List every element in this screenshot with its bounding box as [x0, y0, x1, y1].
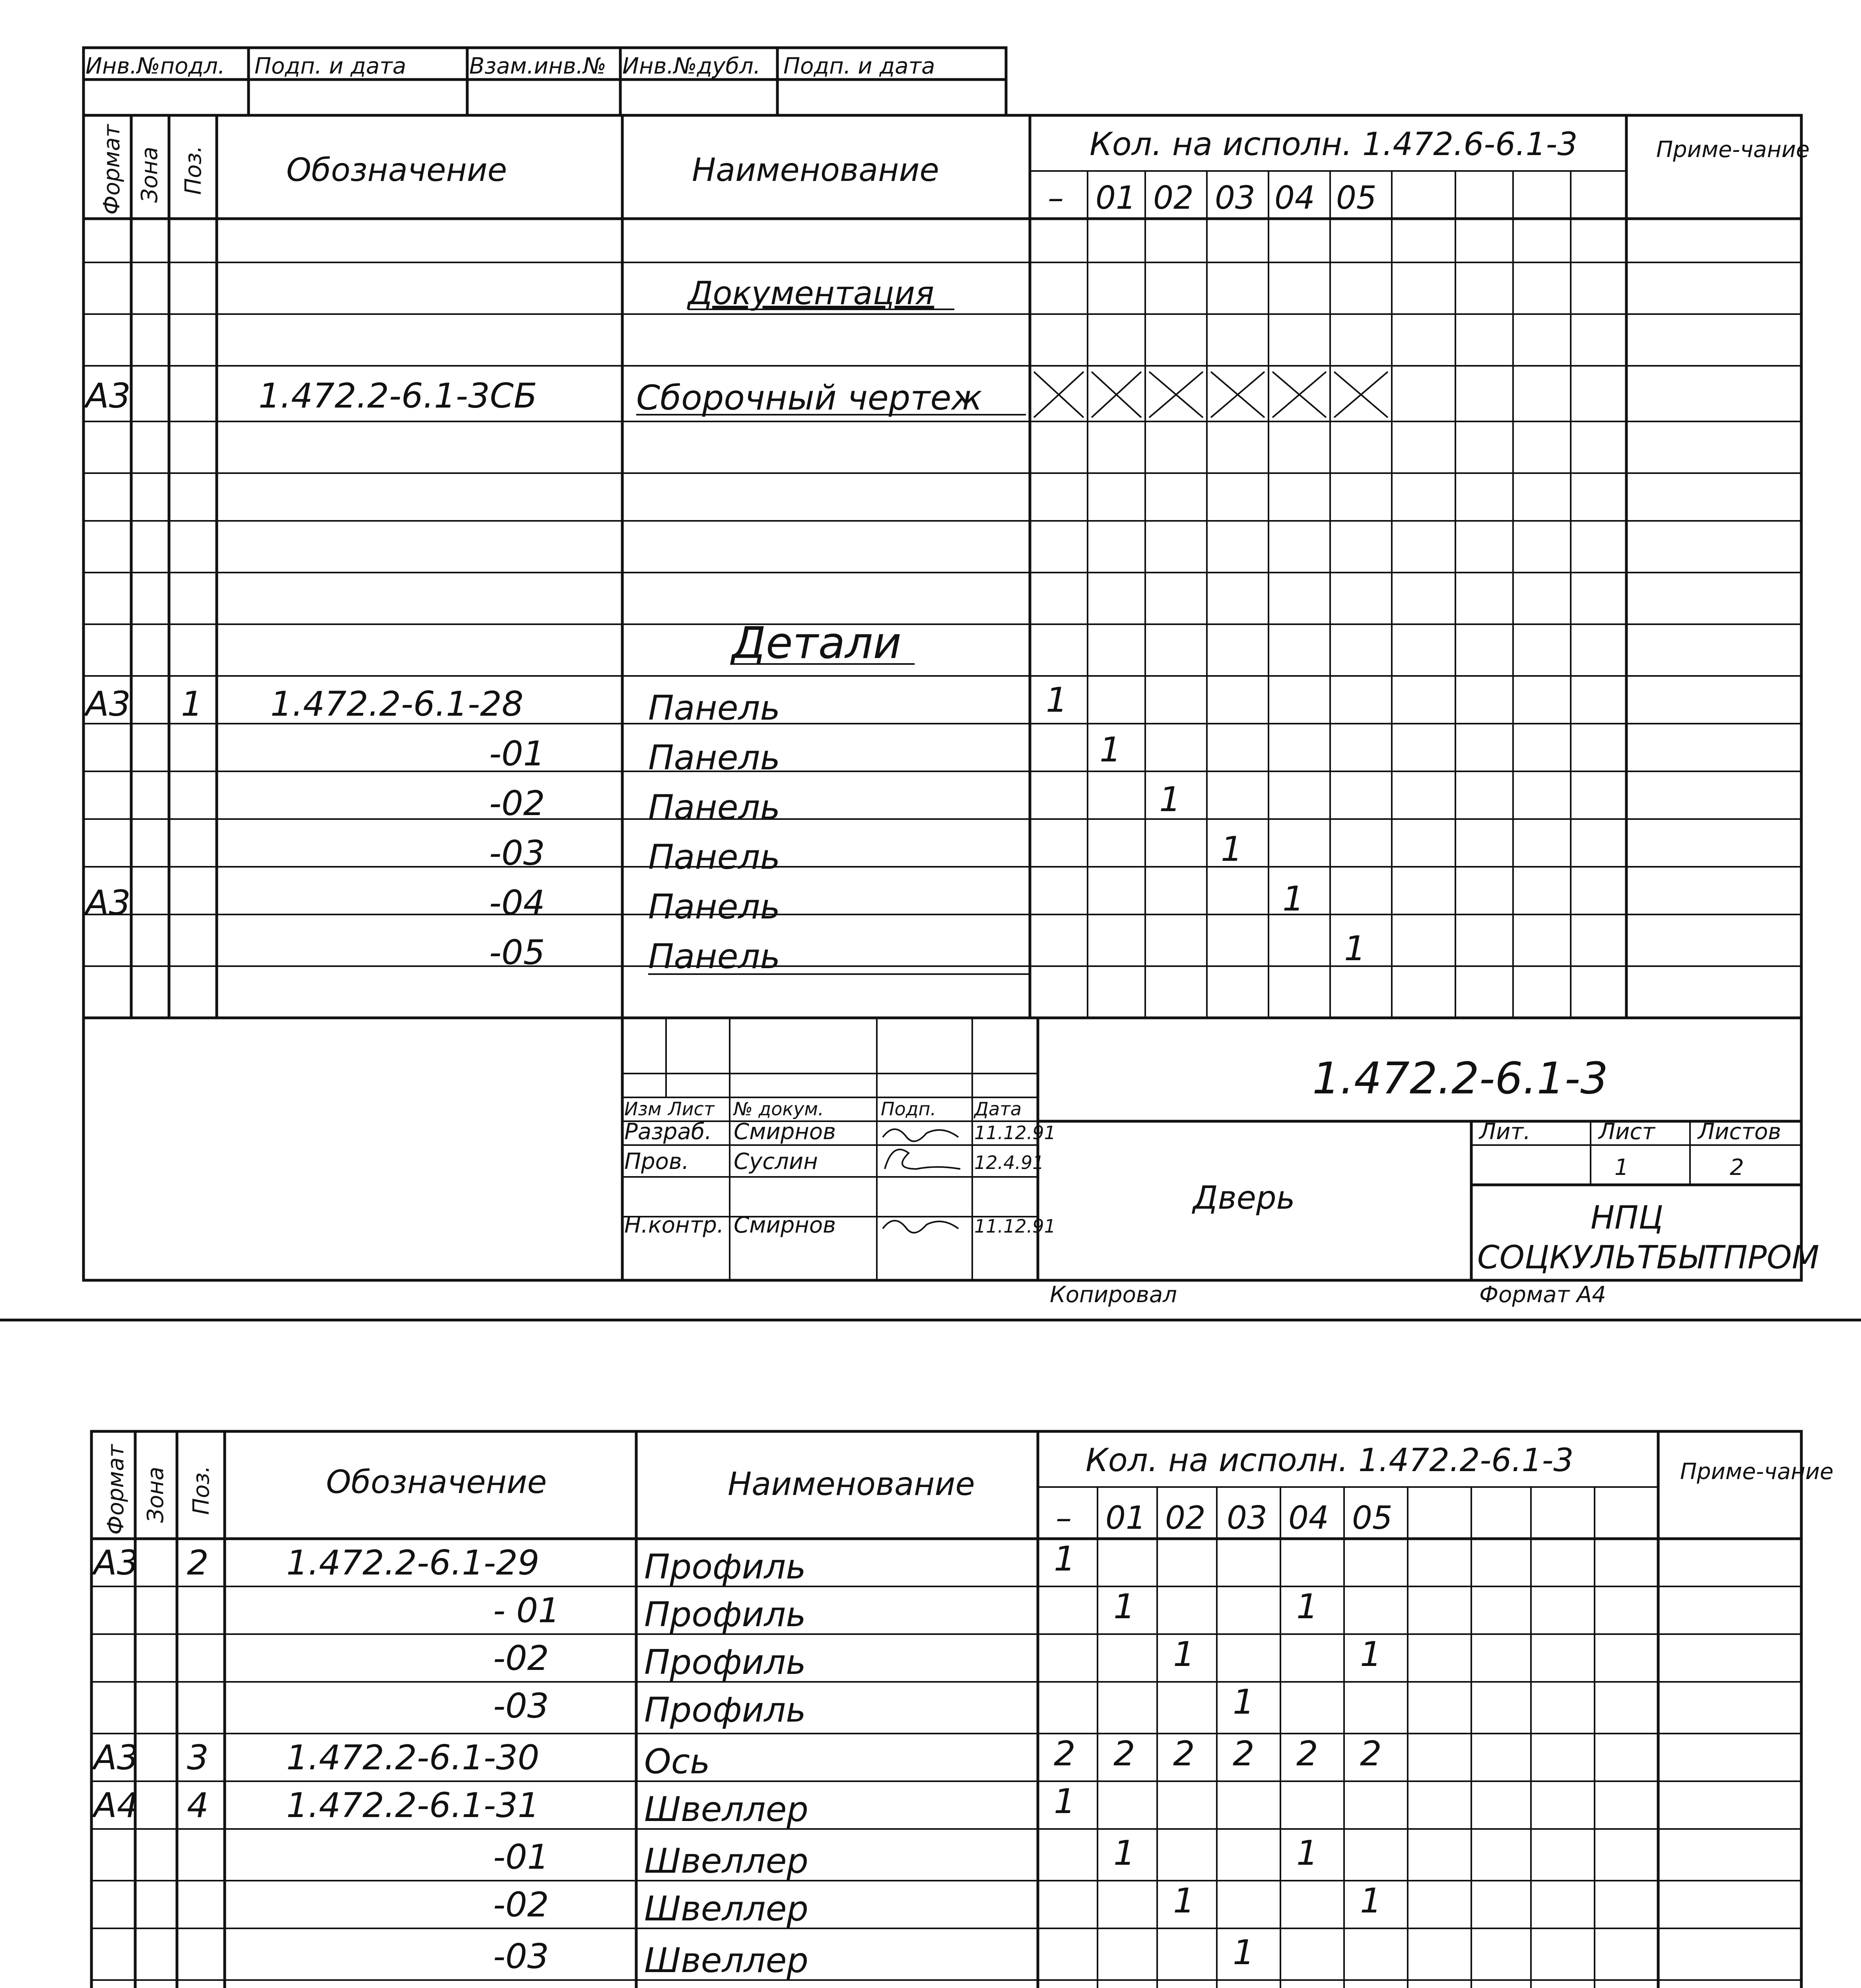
row-pos: 2 [187, 1543, 209, 1583]
hdr-format: Формат [99, 124, 125, 215]
row-qty: 1 [1046, 680, 1068, 720]
org-line-2: СОЦКУЛЬТБЫТПРОМ [1477, 1239, 1819, 1276]
approval-strip [84, 48, 1006, 115]
row-designation: -03 [493, 1937, 549, 1976]
variant2-03: 03 [1227, 1499, 1267, 1536]
section-parts: Детали [732, 617, 901, 668]
lit-label: Лит. [1479, 1119, 1531, 1145]
row-qty: 2 [1296, 1734, 1318, 1774]
spec-table-2 [91, 1431, 1834, 1988]
row-qty: 2 [1113, 1734, 1135, 1774]
variant-0: – [1048, 179, 1064, 216]
tb-col-date: Дата [974, 1098, 1022, 1120]
sheet-value-1: 1 [1614, 1155, 1629, 1180]
row-designation: -04 [489, 883, 545, 923]
tb-col-izm: Изм [624, 1098, 662, 1120]
row-qty: 1 [1360, 1635, 1382, 1674]
signature-developer [883, 1129, 958, 1141]
row-name: Профиль [644, 1547, 806, 1587]
row-name: Ось [644, 1742, 710, 1782]
hdr-zone: Зона [137, 146, 163, 203]
doc-number-1: 1.472.2-6.1-3 [1312, 1053, 1608, 1104]
row-format: А3 [85, 883, 131, 923]
tb-col-list: Лист [668, 1098, 715, 1120]
date-checker: 12.4.91 [974, 1152, 1044, 1173]
row-designation: 1.472.2-6.1-31 [286, 1786, 540, 1825]
row-qty: 1 [1282, 879, 1304, 919]
hdr-name: Наименование [692, 151, 939, 188]
hdr2-name: Наименование [728, 1466, 975, 1503]
row-qty: 1 [1360, 1881, 1382, 1921]
tb-col-docnum: № докум. [734, 1098, 824, 1120]
row-format: А4 [93, 1786, 139, 1825]
row-qty: 1 [1159, 780, 1181, 819]
row-format: А3 [93, 1738, 139, 1778]
strip-inv-dubl: Инв.№дубл. [622, 53, 761, 79]
row-designation: -05 [489, 933, 545, 973]
strip-inv-podl: Инв.№подл. [85, 53, 225, 79]
row-designation: -01 [493, 1837, 549, 1877]
row-qty: 1 [1221, 829, 1243, 869]
sheets-label: Листов [1698, 1119, 1781, 1145]
row-designation: - 01 [493, 1591, 560, 1631]
variant-02: 02 [1153, 179, 1194, 216]
row-qty: 2 [1054, 1734, 1076, 1774]
row-qty: 1 [1344, 929, 1366, 969]
variant2-0: – [1056, 1499, 1072, 1536]
hdr-qty: Кол. на исполн. 1.472.6-6.1-3 [1090, 126, 1578, 163]
copied-by-1: Копировал [1050, 1282, 1177, 1308]
row-format: А3 [85, 684, 131, 724]
row-qty: 1 [1113, 1587, 1135, 1627]
profile-rows [91, 1539, 1382, 1988]
date-norm-control: 11.12.91 [974, 1215, 1056, 1237]
hdr2-qty: Кол. на исполн. 1.472.2-6.1-3 [1086, 1442, 1574, 1479]
hdr2-designation: Обозначение [326, 1464, 547, 1501]
name-developer: Смирнов [734, 1119, 836, 1145]
row-name: Швеллер [644, 1941, 808, 1980]
hdr-note: Приме-чание [1656, 137, 1810, 163]
hdr2-note: Приме-чание [1680, 1459, 1834, 1485]
row-designation: -03 [493, 1686, 549, 1726]
title-block-1 [622, 1018, 1819, 1280]
row-designation: 1.472.2-6.1-30 [286, 1738, 540, 1778]
item-name: Дверь [1193, 1179, 1295, 1216]
row-pos: 1 [181, 684, 203, 724]
variant2-02: 02 [1165, 1499, 1206, 1536]
signature-norm-control [883, 1221, 958, 1233]
sheet-1 [84, 48, 1819, 1308]
row-name: Швеллер [644, 1841, 808, 1881]
variant2-05: 05 [1352, 1499, 1393, 1536]
hdr2-zone: Зона [143, 1466, 169, 1523]
org-line-1: НПЦ [1591, 1199, 1663, 1236]
row-designation: 1.472.2-6.1-28 [270, 684, 524, 724]
row-qty: 2 [1173, 1734, 1195, 1774]
role-developer: Разраб. [624, 1119, 712, 1145]
row-qty: 1 [1296, 1833, 1318, 1873]
row-name: Панель [648, 738, 781, 778]
hdr2-format: Формат [103, 1444, 129, 1535]
row-format: А3 [93, 1543, 139, 1583]
row-name: Панель [648, 688, 781, 728]
row-pos: 3 [187, 1738, 209, 1778]
spec-table-1 [84, 115, 1810, 1280]
row-name: Швеллер [644, 1889, 808, 1929]
strip-sign-date-1: Подп. и дата [254, 53, 406, 79]
row-name: Панель [648, 788, 781, 827]
row-qty: 1 [1173, 1635, 1195, 1674]
row-qty: 1 [1296, 1587, 1318, 1627]
row-qty: 1 [1054, 1782, 1076, 1821]
sheets-value: 2 [1730, 1155, 1744, 1180]
hdr-pos: Поз. [181, 146, 206, 195]
row-designation: -02 [493, 1885, 549, 1925]
row-qty: 1 [1054, 1539, 1076, 1579]
sheet-2 [91, 1431, 1834, 1988]
row-name: Панель [648, 837, 781, 877]
row-qty: 2 [1233, 1734, 1255, 1774]
row-designation: -02 [493, 1639, 549, 1678]
row-designation: -02 [489, 784, 545, 823]
format-1: Формат А4 [1479, 1282, 1606, 1308]
variant-03: 03 [1215, 179, 1255, 216]
row-qty: 1 [1233, 1933, 1255, 1972]
row-designation: -03 [489, 833, 545, 873]
row-name: Панель [648, 937, 781, 977]
variant2-04: 04 [1288, 1499, 1329, 1536]
variant-04: 04 [1274, 179, 1315, 216]
signature-checker [885, 1149, 960, 1169]
name-checker: Суслин [734, 1149, 818, 1175]
sheet-label-1: Лист [1599, 1119, 1655, 1145]
row-designation: 1.472.2-6.1-29 [286, 1543, 540, 1583]
role-checker: Пров. [624, 1149, 689, 1175]
strip-vzam-inv: Взам.инв.№ [469, 53, 606, 79]
doc-format: А3 [85, 376, 131, 416]
strip-sign-date-2: Подп. и дата [783, 53, 935, 79]
row-name: Профиль [644, 1690, 806, 1730]
parts-rows [84, 680, 1366, 977]
row-qty: 2 [1360, 1734, 1382, 1774]
tb-col-sign: Подп. [881, 1098, 936, 1120]
section-documentation: Документация [688, 275, 934, 312]
row-qty: 1 [1233, 1682, 1255, 1722]
variant-05: 05 [1336, 179, 1377, 216]
row-qty: 1 [1100, 730, 1121, 770]
row-qty: 1 [1173, 1881, 1195, 1921]
row-name: Профиль [644, 1595, 806, 1635]
role-norm-control: Н.контр. [624, 1212, 724, 1238]
row-name: Швеллер [644, 1790, 808, 1829]
row-designation: -01 [489, 734, 545, 774]
date-developer: 11.12.91 [974, 1122, 1056, 1143]
hdr-designation: Обозначение [286, 151, 507, 188]
name-norm-control: Смирнов [734, 1212, 836, 1238]
hdr2-pos: Поз. [188, 1466, 214, 1515]
row-name: Панель [648, 887, 781, 927]
doc-name: Сборочный чертеж [636, 378, 982, 418]
row-qty: 1 [1113, 1833, 1135, 1873]
row-pos: 4 [187, 1786, 209, 1825]
doc-designation: 1.472.2-6.1-3СБ [258, 376, 537, 416]
row-name: Профиль [644, 1642, 806, 1682]
variant2-01: 01 [1105, 1499, 1146, 1536]
variant-01: 01 [1096, 179, 1136, 216]
